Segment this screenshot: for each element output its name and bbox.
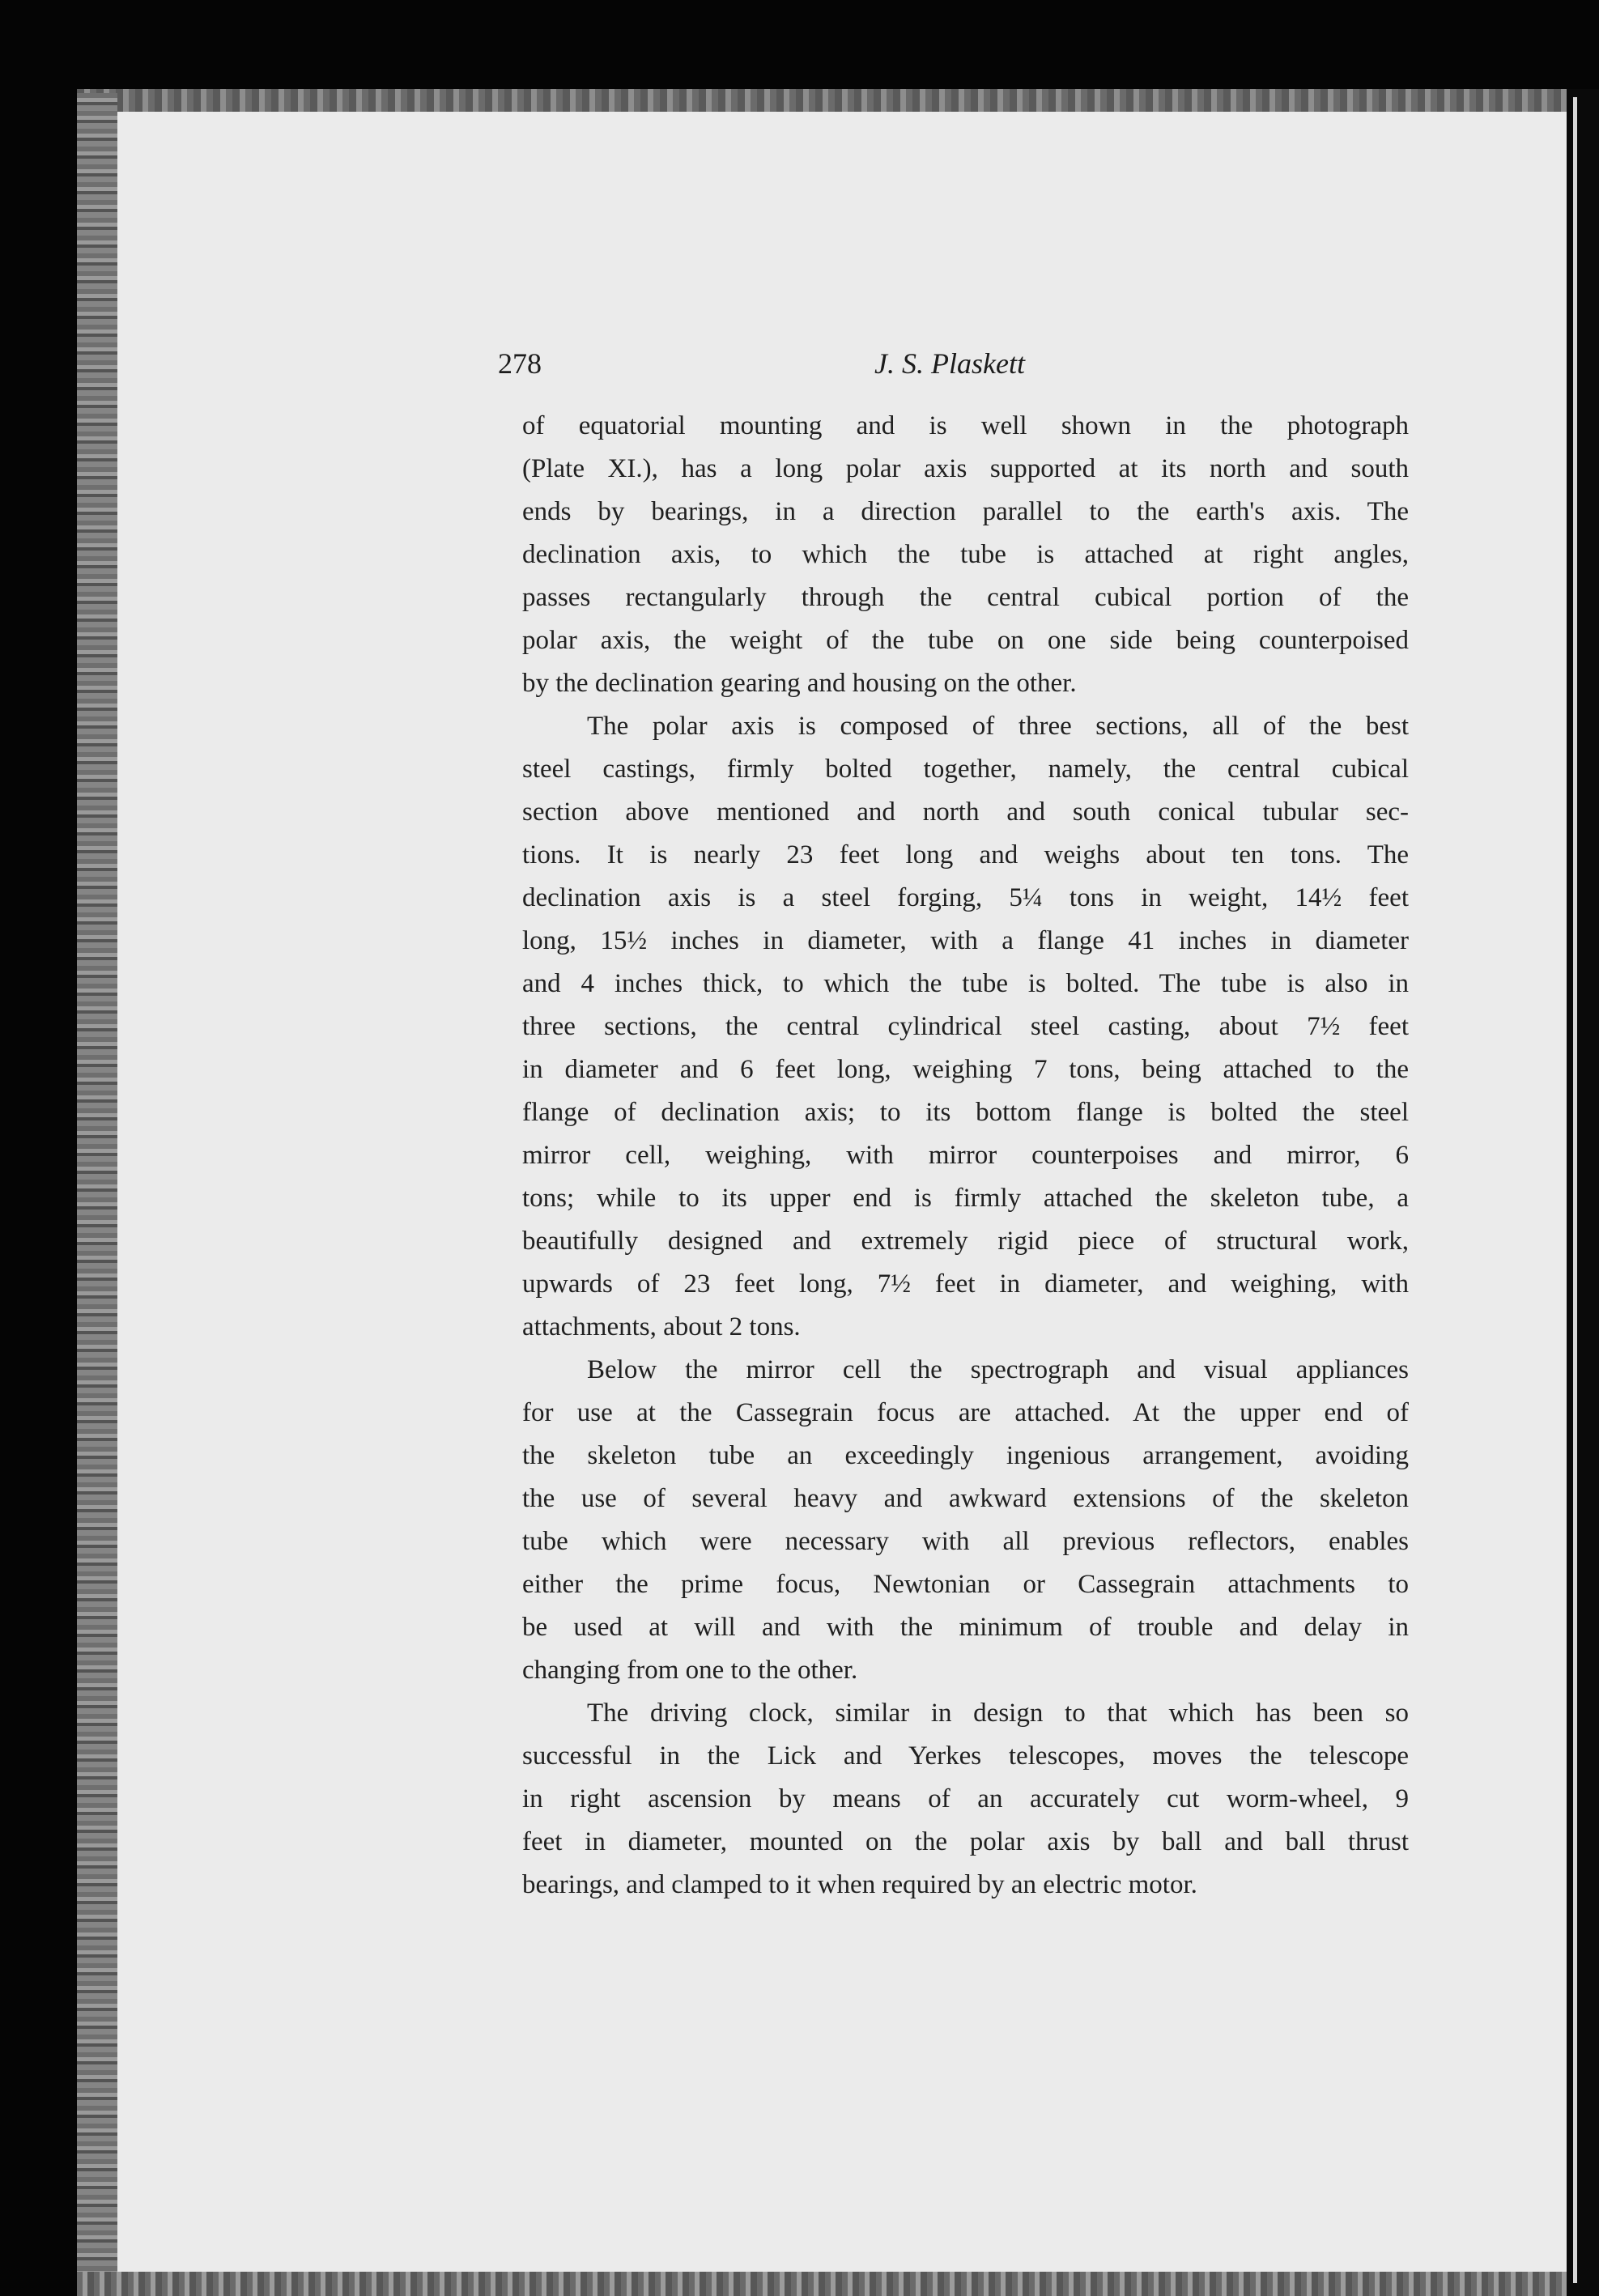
body-text [522,405,1409,1907]
paragraph [522,405,1409,705]
text-line: Below the mirror cell the spectrograph and visual appliances [587,1355,1409,1384]
text-line: The driving clock, similar in design to that which has been so [587,1699,1409,1728]
text-line: in right ascension by means of an accurately cut worm-wheel, 9 [522,1784,1409,1813]
text-line: changing from one to the other. [522,1656,858,1685]
text-line: passes rectangularly through the central cubical portion of the [522,583,1409,612]
scan-edge-bottom [77,2272,1579,2296]
text-line: in diameter and 6 feet long, weighing 7 tons, being attached to the [522,1055,1409,1084]
text-line: attachments, about 2 tons. [522,1312,801,1341]
text-line: declination axis, to which the tube is attached at right angles, [522,540,1409,569]
scan-edge-left [77,93,117,2296]
text-line: be used at will and with the minimum of trouble and delay in [522,1613,1409,1642]
text-line: tube which were necessary with all previous reflectors, enables [522,1527,1409,1556]
text-line: section above mentioned and north and south conical tubular sec- [522,797,1409,827]
text-line: and 4 inches thick, to which the tube is bolted. The tube is also in [522,969,1409,998]
page-number: 278 [498,347,542,380]
text-line: for use at the Cassegrain focus are attached. At the upper end of [522,1398,1409,1427]
running-head: J. S. Plaskett [874,347,1025,380]
scan-edge-top [77,89,1579,113]
text-line: ends by bearings, in a direction parallel to the earth's axis. The [522,497,1409,526]
text-line: mirror cell, weighing, with mirror counterpoises and mirror, 6 [522,1141,1409,1170]
text-line: bearings, and clamped to it when required by an electric motor. [522,1870,1197,1899]
text-line: feet in diameter, mounted on the polar axis by ball and ball thrust [522,1827,1409,1856]
text-line: steel castings, firmly bolted together, namely, the central cubical [522,755,1409,784]
text-line: The polar axis is composed of three sections, all of the best [587,712,1409,741]
paragraph [522,1692,1409,1907]
text-line: beautifully designed and extremely rigid piece of structural work, [522,1227,1409,1256]
text-line: polar axis, the weight of the tube on one side being counterpoised [522,626,1409,655]
text-line: successful in the Lick and Yerkes telescopes, moves the telescope [522,1741,1409,1771]
text-line: long, 15½ inches in diameter, with a flange 41 inches in diameter [522,926,1409,955]
text-line: tions. It is nearly 23 feet long and weighs about ten tons. The [522,840,1409,870]
facing-page-edge [1573,97,1577,2283]
text-line: of equatorial mounting and is well shown in the photograph [522,411,1409,440]
text-line: by the declination gearing and housing on the other. [522,669,1077,698]
text-line: either the prime focus, Newtonian or Cassegrain attachments to [522,1570,1409,1599]
right-gutter [1567,89,1599,2296]
text-line: tons; while to its upper end is firmly attached the skeleton tube, a [522,1184,1409,1213]
paragraph [522,1349,1409,1692]
paragraph [522,705,1409,1349]
text-line: (Plate XI.), has a long polar axis supported at its north and south [522,454,1409,483]
text-line: three sections, the central cylindrical steel casting, about 7½ feet [522,1012,1409,1041]
text-line: the skeleton tube an exceedingly ingenious arrangement, avoiding [522,1441,1409,1470]
text-line: the use of several heavy and awkward extensions of the skeleton [522,1484,1409,1513]
text-line: upwards of 23 feet long, 7½ feet in diameter, and weighing, with [522,1269,1409,1299]
page-header [498,347,1433,387]
text-line: flange of declination axis; to its bottom flange is bolted the steel [522,1098,1409,1127]
text-line: declination axis is a steel forging, 5¼ tons in weight, 14½ feet [522,883,1409,912]
